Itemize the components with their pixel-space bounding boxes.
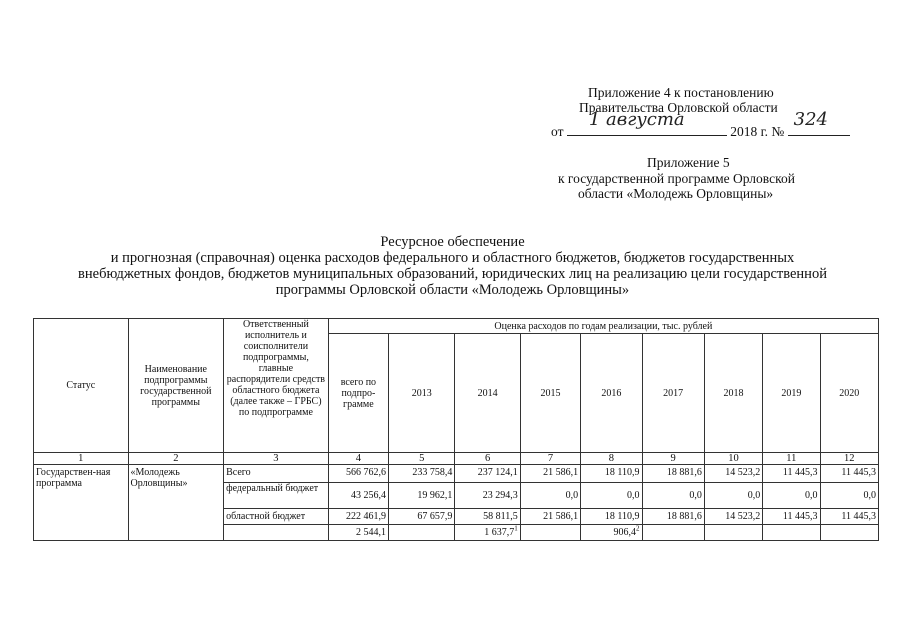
header-responsible: Ответственный исполнитель и соисполнители подпрограммы, главные распорядители средств областного бюджета (далее также – ГРБС) по подпрограмме [224, 319, 329, 453]
number-field [788, 109, 850, 136]
date-prefix: от [551, 124, 564, 139]
table-cell [455, 525, 520, 541]
column-number: 1 [34, 453, 129, 465]
table-cell [389, 525, 455, 541]
table-cell: 18 881,6 [642, 465, 704, 483]
resource-table [33, 318, 879, 541]
column-number: 12 [820, 453, 878, 465]
table-cell: 233 758,4 [389, 465, 455, 483]
table-cell [328, 525, 388, 541]
table-cell: 67 657,9 [389, 509, 455, 525]
header-status: Статус [34, 319, 129, 453]
table-cell: 0,0 [820, 483, 878, 509]
table-cell [763, 525, 820, 541]
table-cell [642, 525, 704, 541]
table-cell: 21 586,1 [520, 509, 580, 525]
table-cell: 0,0 [520, 483, 580, 509]
doc-title-line2: и прогнозная (справочная) оценка расходов федерального и областного бюджетов, бюджетов государственных [110, 250, 795, 266]
header-year: 2018 [704, 334, 762, 453]
appendix5-line2: к государственной программе Орловской [558, 171, 795, 186]
row-label: федеральный бюджет [224, 483, 329, 509]
doc-title-line4: программы Орловской области «Молодежь Орловщины» [275, 282, 630, 298]
doc-title-line3: внебюджетных фондов, бюджетов муниципальных образований, юридических лиц на реализацию цели государственной [78, 266, 827, 282]
table-cell: 43 256,4 [328, 483, 388, 509]
header-year: 2014 [455, 334, 520, 453]
table-cell: 0,0 [581, 483, 642, 509]
table-cell: 0,0 [704, 483, 762, 509]
column-number: 10 [704, 453, 762, 465]
table-cell: 14 523,2 [704, 465, 762, 483]
column-number: 6 [455, 453, 520, 465]
row-label [224, 525, 329, 541]
column-number: 9 [642, 453, 704, 465]
column-number: 11 [763, 453, 820, 465]
appendix4-line1: Приложение 4 к постановлению [588, 85, 774, 100]
header-year: 2015 [520, 334, 580, 453]
table-cell [581, 525, 642, 541]
column-number: 3 [224, 453, 329, 465]
date-line [551, 109, 850, 139]
table-cell [520, 525, 580, 541]
table-cell: 0,0 [642, 483, 704, 509]
column-number: 7 [520, 453, 580, 465]
table-cell: 566 762,6 [328, 465, 388, 483]
column-number: 8 [581, 453, 642, 465]
date-year: 2018 г. № [730, 124, 785, 139]
header-year: 2016 [581, 334, 642, 453]
cell-value: 2 544,1 [356, 527, 387, 538]
table-cell: 0,0 [763, 483, 820, 509]
date-handwritten: 1 августа [588, 109, 685, 130]
column-number: 4 [328, 453, 388, 465]
number-handwritten: 324 [793, 109, 828, 130]
header-year: 2017 [642, 334, 704, 453]
table-cell: 14 523,2 [704, 509, 762, 525]
program-name-cell: «Молодежь Орловщины» [128, 465, 224, 541]
header-year: 2020 [820, 334, 878, 453]
table-cell [820, 525, 878, 541]
table-cell: 21 586,1 [520, 465, 580, 483]
header-estimate: Оценка расходов по годам реализации, тыс. рублей [328, 319, 878, 334]
header-year: 2019 [763, 334, 820, 453]
table-cell: 58 811,5 [455, 509, 520, 525]
footnote-mark: 2 [636, 524, 640, 533]
appendix5-line1: Приложение 5 [647, 155, 730, 170]
table-cell [704, 525, 762, 541]
appendix4-line2: Правительства Орловской области [579, 100, 778, 115]
header-year: 2013 [389, 334, 455, 453]
status-cell: Государствен-ная программа [34, 465, 129, 541]
doc-title-line1: Ресурсное обеспечение [380, 234, 525, 250]
row-label: областной бюджет [224, 509, 329, 525]
table-cell: 18 881,6 [642, 509, 704, 525]
row-label: Всего [224, 465, 329, 483]
footnote-mark: 1 [514, 524, 518, 533]
date-field [567, 109, 727, 136]
header-name: Наименование подпрограммы государственной программы [128, 319, 224, 453]
appendix5-line3: области «Молодежь Орловщины» [578, 186, 774, 201]
table-cell: 222 461,9 [328, 509, 388, 525]
table-cell: 237 124,1 [455, 465, 520, 483]
table-row [34, 465, 879, 483]
column-number-row [34, 453, 879, 465]
table-cell: 11 445,3 [763, 509, 820, 525]
table-cell: 11 445,3 [763, 465, 820, 483]
table-cell: 11 445,3 [820, 465, 878, 483]
cell-value: 1 637,7 [484, 527, 515, 538]
column-number: 5 [389, 453, 455, 465]
column-number: 2 [128, 453, 224, 465]
table-cell: 18 110,9 [581, 465, 642, 483]
table-cell: 23 294,3 [455, 483, 520, 509]
table-cell: 19 962,1 [389, 483, 455, 509]
header-total: всего по подпро-грамме [328, 334, 388, 453]
table-cell: 18 110,9 [581, 509, 642, 525]
cell-value: 906,4 [613, 527, 636, 538]
table-cell: 11 445,3 [820, 509, 878, 525]
